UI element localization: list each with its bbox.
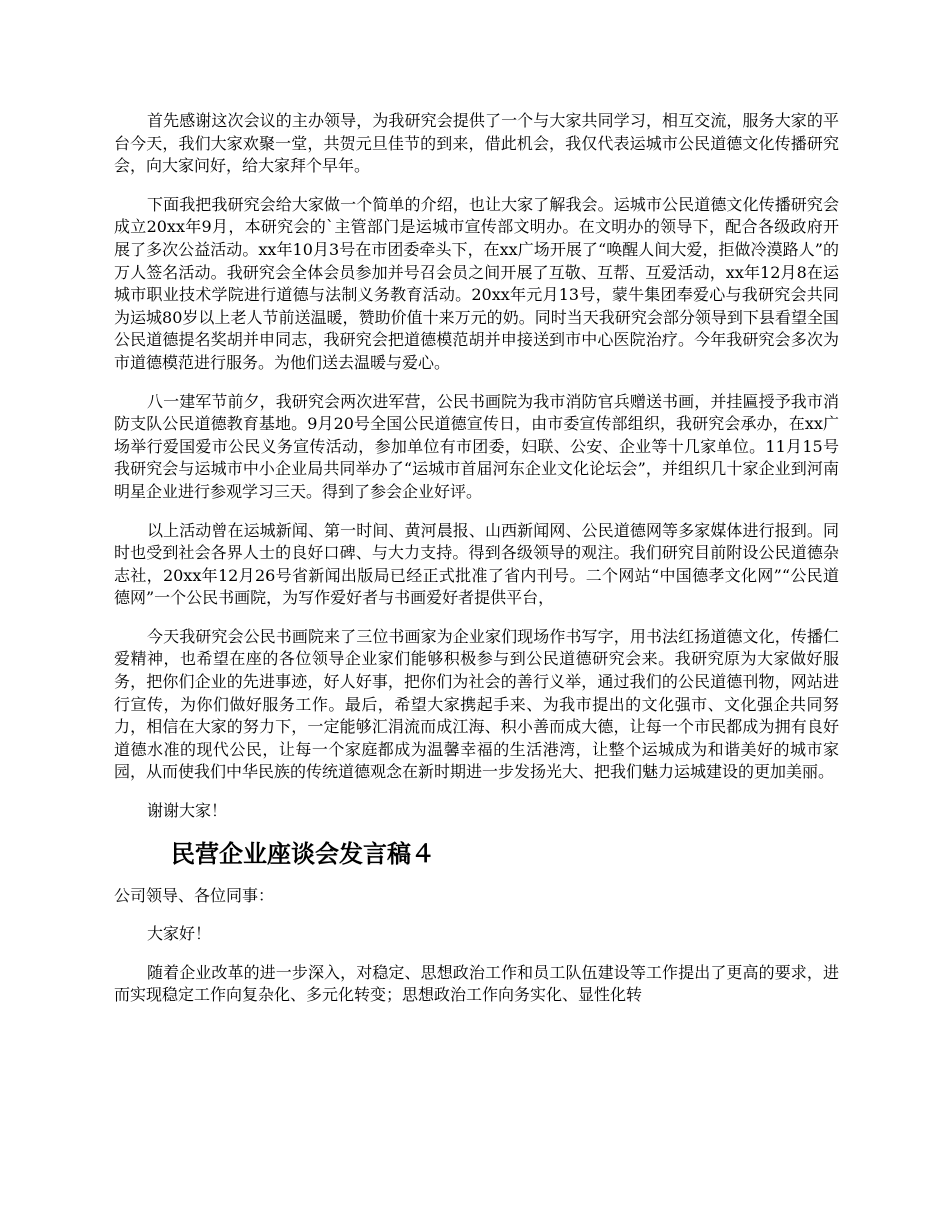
paragraph-activities: 八一建军节前夕，我研究会两次进军营，公民书画院为我市消防官兵赠送书画，并挂匾授予我市消防支队公民道德教育基地。9月20号全国公民道德宣传日，由市委宣传部组织，我研究会承办，在xx广场举行爱国爱市公民义务宣传活动，参加单位有市团委，妇联、公安、企业等十几家单位。11月15号我研究会与运城市中小企业局共同举办了“运城市首届河东企业文化论坛会”，并组织几十家企业到河南明星企业进行参观学习三天。得到了参会企业好评。 <box>114 391 839 501</box>
paragraph-closing: 谢谢大家！ <box>147 801 228 821</box>
salutation: 公司领导、各位同事： <box>114 885 275 905</box>
paragraph-thanks: 首先感谢这次会议的主办领导，为我研究会提供了一个与大家共同学习，相互交流，服务大家的平台今天，我们大家欢聚一堂，共贺元旦佳节的到来，借此机会，我仅代表运城市公民道德文化传播研究会，向大家问好，给大家拜个早年。 <box>114 111 839 176</box>
paragraph-body: 随着企业改革的进一步深入，对稳定、思想政治工作和员工队伍建设等工作提出了更高的要求，进而实现稳定工作向复杂化、多元化转变；思想政治工作向务实化、显性化转 <box>114 962 839 1005</box>
document-page <box>114 110 839 1023</box>
paragraph-introduction: 下面我把我研究会给大家做一个简单的介绍，也让大家了解我会。运城市公民道德文化传播研究会成立20xx年9月，本研究会的`主管部门是运城市宣传部文明办。在文明办的领导下，配合各级政府开展了多次公益活动。xx年10月3号在市团委牵头下，在xx广场开展了“唤醒人间大爱，拒做冷漠路人”的万人签名活动。我研究会全体会员参加并号召会员之间开展了互敬、互帮、互爱活动，xx年12月8在运城市职业技术学院进行道德与法制义务教育活动。20xx年元月13号，蒙牛集团奉爱心与我研究会共同为运城80岁以上老人节前送温暖，赞助价值十来万元的奶。同时当天我研究会部分领导到下县看望全国公民道德提名奖胡并申同志，我研究会把道德模范胡并申接送到市中心医院治疗。今年我研究会多次为市道德模范进行服务。为他们送去温暖与爱心。 <box>114 194 839 372</box>
paragraph-today: 今天我研究会公民书画院来了三位书画家为企业家们现场作书写字，用书法红扬道德文化，传播仁爱精神，也希望在座的各位领导企业家们能够积极参与到公民道德研究会来。我研究原为大家做好服务，把你们企业的先进事迹，好人好事，把你们为社会的善行义举，通过我们的公民道德刊物，网站进行宣传，为你们做好服务工作。最后，希望大家携起手来、为我市提出的文化强市、文化强企共同努力，相信在大家的努力下，一定能够汇涓流而成江海、积小善而成大德，让每一个市民都成为拥有良好道德水准的现代公民，让每一个家庭都成为温馨幸福的生活港湾，让整个运城成为和谐美好的城市家园，从而使我们中华民族的传统道德观念在新时期进一步发扬光大、把我们魅力运城建设的更加美丽。 <box>114 626 839 782</box>
paragraph-media: 以上活动曾在运城新闻、第一时间、黄河晨报、山西新闻网、公民道德网等多家媒体进行报到。同时也受到社会各界人士的良好口碑、与大力支持。得到各级领导的观注。我们研究目前附设公民道德杂志社，20xx年12月26号省新闻出版局已经正式批准了省内刊号。二个网站“中国德孝文化网”“公民道德网”一个公民书画院，为写作爱好者与书画爱好者提供平台， <box>114 520 839 608</box>
greeting: 大家好！ <box>147 924 212 944</box>
section-heading: 民营企业座谈会发言稿４ <box>171 839 435 868</box>
